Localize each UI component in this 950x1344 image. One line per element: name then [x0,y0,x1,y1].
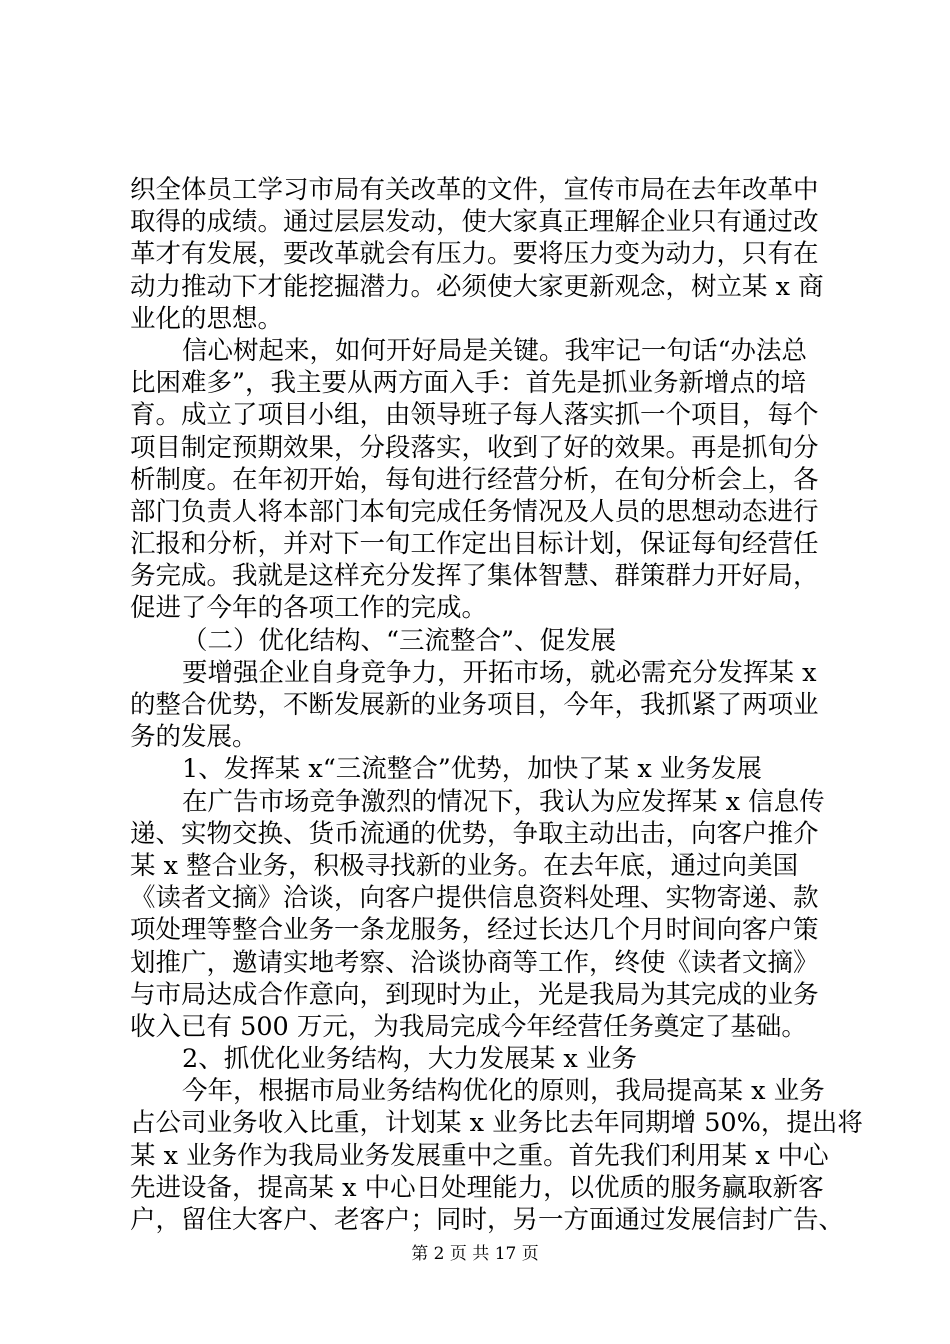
text-line-33: 户，留住大客户、老客户；同时，另一方面通过发展信封广告、 [130,1205,845,1235]
text-line-26: 与市局达成合作意向，到现时为止，光是我局为其完成的业务 [130,979,819,1010]
text-line-4: 动力推动下才能挖掘潜力。必须使大家更新观念，树立某 x 商 [130,271,824,302]
text-line-24: 项处理等整合业务一条龙服务，经过长达几个月时间向客户策 [130,915,819,946]
text-line-14: 促进了今年的各项工作的完成。 [130,593,488,624]
subheading-2: 2、抓优化业务结构，大力发展某 x 业务 [182,1044,637,1075]
text-line-25: 划推广，邀请实地考察、洽谈协商等工作，终使《读者文摘》 [130,947,819,978]
text-line-5: 业化的思想。 [130,303,284,334]
text-line-9: 项目制定预期效果，分段落实，收到了好的效果。再是抓旬分 [130,432,819,463]
text-line-2: 取得的成绩。通过层层发动，使大家真正理解企业只有通过改 [130,207,819,238]
text-line-21: 递、实物交换、货币流通的优势，争取主动出击，向客户推介 [130,818,819,849]
text-line-32: 先进设备，提高某 x 中心日处理能力，以优质的服务赢取新客 [130,1172,824,1203]
text-line-8: 育。成立了项目小组，由领导班子每人落实抓一个项目，每个 [130,400,819,431]
page-footer: 第 2 页 共 17 页 [411,1244,539,1264]
body-text [130,174,863,1236]
subheading-1: 1、发挥某 x“三流整合”优势，加快了某 x 业务发展 [182,754,762,785]
section-heading: （二）优化结构、“三流整合”、促发展 [182,625,617,656]
text-line-29: 今年，根据市局业务结构优化的原则，我局提高某 x 业务 [182,1076,825,1107]
text-line-1: 织全体员工学习市局有关改革的文件，宣传市局在去年改革中 [130,175,819,205]
text-line-17: 的整合优势，不断发展新的业务项目，今年，我抓紧了两项业 [130,690,819,720]
text-line-20: 在广告市场竞争激烈的情况下，我认为应发挥某 x 信息传 [182,786,825,817]
text-line-6: 信心树起来，如何开好局是关键。我牢记一句话“办法总 [182,335,808,366]
text-line-27: 收入已有 500 万元，为我局完成今年经营任务奠定了基础。 [130,1011,807,1042]
text-line-11: 部门负责人将本部门本旬完成任务情况及人员的思想动态进行 [130,496,819,527]
text-line-7: 比困难多”，我主要从两方面入手：首先是抓业务新增点的培 [130,368,807,399]
text-line-12: 汇报和分析，并对下一旬工作定出目标计划，保证每旬经营任 [130,529,819,560]
text-line-13: 务完成。我就是这样充分发挥了集体智慧、群策群力开好局， [130,561,819,592]
text-line-16: 要增强企业自身竞争力，开拓市场，就必需充分发挥某 x [182,657,817,688]
text-line-10: 析制度。在年初开始，每旬进行经营分析，在旬分析会上，各 [130,464,819,495]
text-line-31: 某 x 业务作为我局业务发展重中之重。首先我们利用某 x 中心 [130,1140,829,1171]
text-line-30: 占公司业务收入比重，计划某 x 业务比去年同期增 50%，提出将 [130,1108,863,1139]
text-line-3: 革才有发展，要改革就会有压力。要将压力变为动力，只有在 [130,239,819,270]
text-line-22: 某 x 整合业务，积极寻找新的业务。在去年底，通过向美国 [130,850,799,881]
text-line-18: 务的发展。 [130,722,258,753]
text-line-23: 《读者文摘》洽谈，向客户提供信息资料处理、实物寄递、款 [130,883,819,914]
